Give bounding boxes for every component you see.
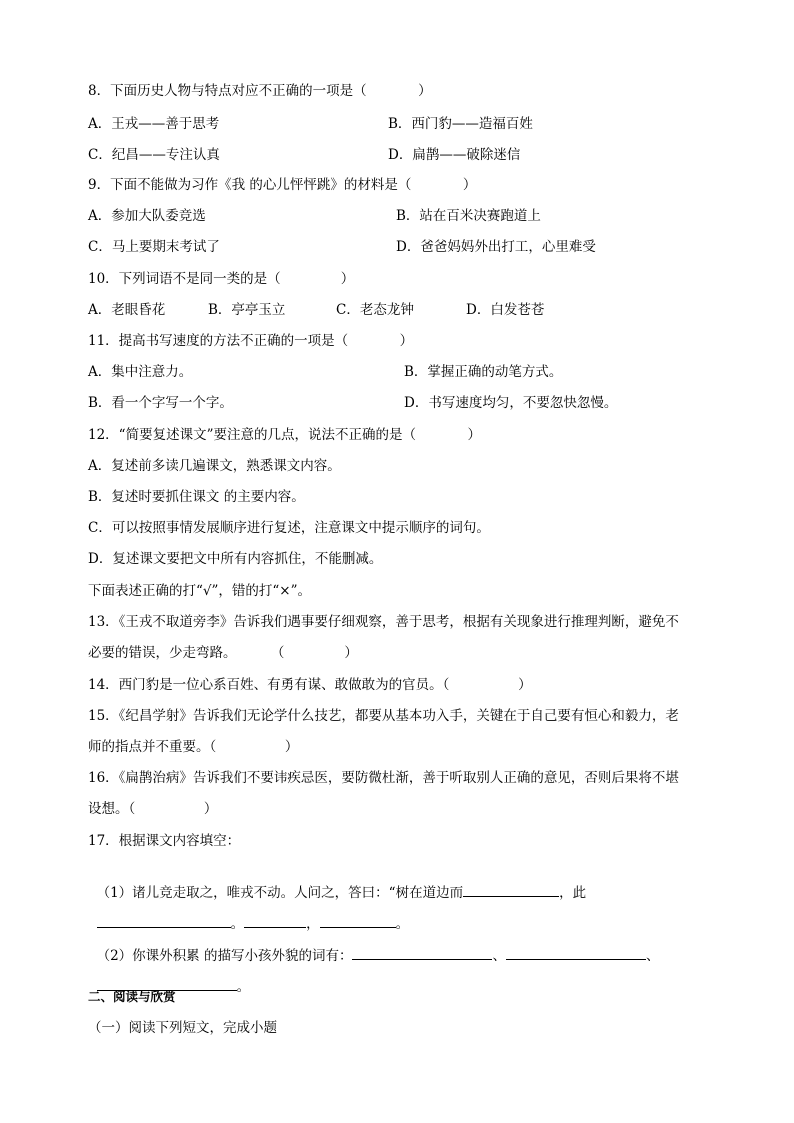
q8-option-a: A．王戎——善于思考 xyxy=(88,116,220,132)
judge-instructions: 下面表述正确的打“√”，错的打“×”。 xyxy=(88,583,312,599)
q12-option-c: C．可以按照事情发展顺序进行复述，注意课文中提示顺序的词句。 xyxy=(88,520,490,536)
q9-option-b: B．站在百米决赛跑道上 xyxy=(396,208,541,224)
q17-part2-sep-1: 、 xyxy=(492,948,506,964)
q17-part2-sep-2: 、 xyxy=(645,948,660,964)
q12-stem: 12．“简要复述课文”要注意的几点，说法不正确的是（ ） xyxy=(88,427,481,443)
q16-line-2: 设想。（ ） xyxy=(88,801,218,817)
q9-option-d: D．爸爸妈妈外出打工，心里难受 xyxy=(396,239,596,255)
q9-option-c: C．马上要期末考试了 xyxy=(88,239,220,255)
q10-option-c: C．老态龙钟 xyxy=(336,302,414,318)
q10-option-d: D．白发苍苍 xyxy=(466,302,545,318)
fill-blank-5[interactable] xyxy=(352,945,492,960)
q10-option-a: A．老眼昏花 xyxy=(88,302,166,318)
q12-option-a: A．复述前多读几遍课文，熟悉课文内容。 xyxy=(88,458,341,474)
q9-stem: 9．下面不能做为习作《我 的心儿怦怦跳》的材料是（ ） xyxy=(88,177,477,193)
fill-blank-1[interactable] xyxy=(463,882,559,897)
q15-line-1: 15．《纪昌学射》告诉我们无论学什么技艺，都要从基本功入手，关键在于自己要有恒心和毅力，老 xyxy=(88,708,679,724)
q8-option-c: C．纪昌——专注认真 xyxy=(88,147,220,163)
q8-stem: 8．下面历史人物与特点对应不正确的一项是（ ） xyxy=(88,83,432,99)
q13-line-2: 必要的错误，少走弯路。 （ ） xyxy=(88,645,358,661)
q17-sep-1: 。 xyxy=(230,916,245,932)
q17-sep-2: ， xyxy=(306,916,320,932)
q17-part1-end: 。 xyxy=(395,916,410,932)
q8-option-d: D．扁鹊——破除迷信 xyxy=(388,147,521,163)
q17-part2-end: 。 xyxy=(236,979,251,995)
q14: 14．西门豹是一位心系百姓、有勇有谋、敢做敢为的官员。（ ） xyxy=(88,677,532,693)
section-2-title: 二、阅读与欣赏 xyxy=(88,989,176,1004)
q12-option-b: B．复述时要抓住课文 的主要内容。 xyxy=(88,489,305,505)
q17-part2-text: （2）你课外积累 的描写小孩外貌的词有： xyxy=(96,948,353,964)
q12-option-d: D．复述课文要把文中所有内容抓住，不能删减。 xyxy=(88,551,383,567)
q11-option-c: B．看一个字写一个字。 xyxy=(88,395,233,411)
q13-line-1: 13．《王戎不取道旁李》告诉我们遇事要仔细观察，善于思考，根据有关现象进行推理判断，避免不 xyxy=(88,614,679,630)
q10-option-b: B．亭亭玉立 xyxy=(208,302,286,318)
q11-stem: 11．提高书写速度的方法不正确的一项是（ ） xyxy=(88,333,414,349)
q8-option-b: B．西门豹——造福百姓 xyxy=(388,116,533,132)
q17-part1-after: ，此 xyxy=(559,885,587,901)
section-2-subtitle: （一）阅读下列短文，完成小题 xyxy=(88,1020,277,1036)
q10-stem: 10．下列词语不是同一类的是（ ） xyxy=(88,271,355,287)
q17-stem: 17．根据课文内容填空： xyxy=(88,833,241,849)
fill-blank-6[interactable] xyxy=(506,945,646,960)
q16-line-1: 16．《扁鹊治病》告诉我们不要讳疾忌医，要防微杜渐，善于听取别人正确的意见，否则后果将不堪 xyxy=(88,770,679,786)
q11-option-b: B．掌握正确的动笔方式。 xyxy=(404,364,563,380)
q11-option-a: A．集中注意力。 xyxy=(88,364,193,380)
q11-option-d: D．书写速度均匀，不要忽快忽慢。 xyxy=(404,395,618,411)
q9-option-a: A．参加大队委竞选 xyxy=(88,208,206,224)
q15-line-2: 师的指点并不重要。（ ） xyxy=(88,739,299,755)
q17-part1-text: （1）诸儿竞走取之，唯戎不动。人问之，答曰：“树在道边而 xyxy=(96,885,464,901)
